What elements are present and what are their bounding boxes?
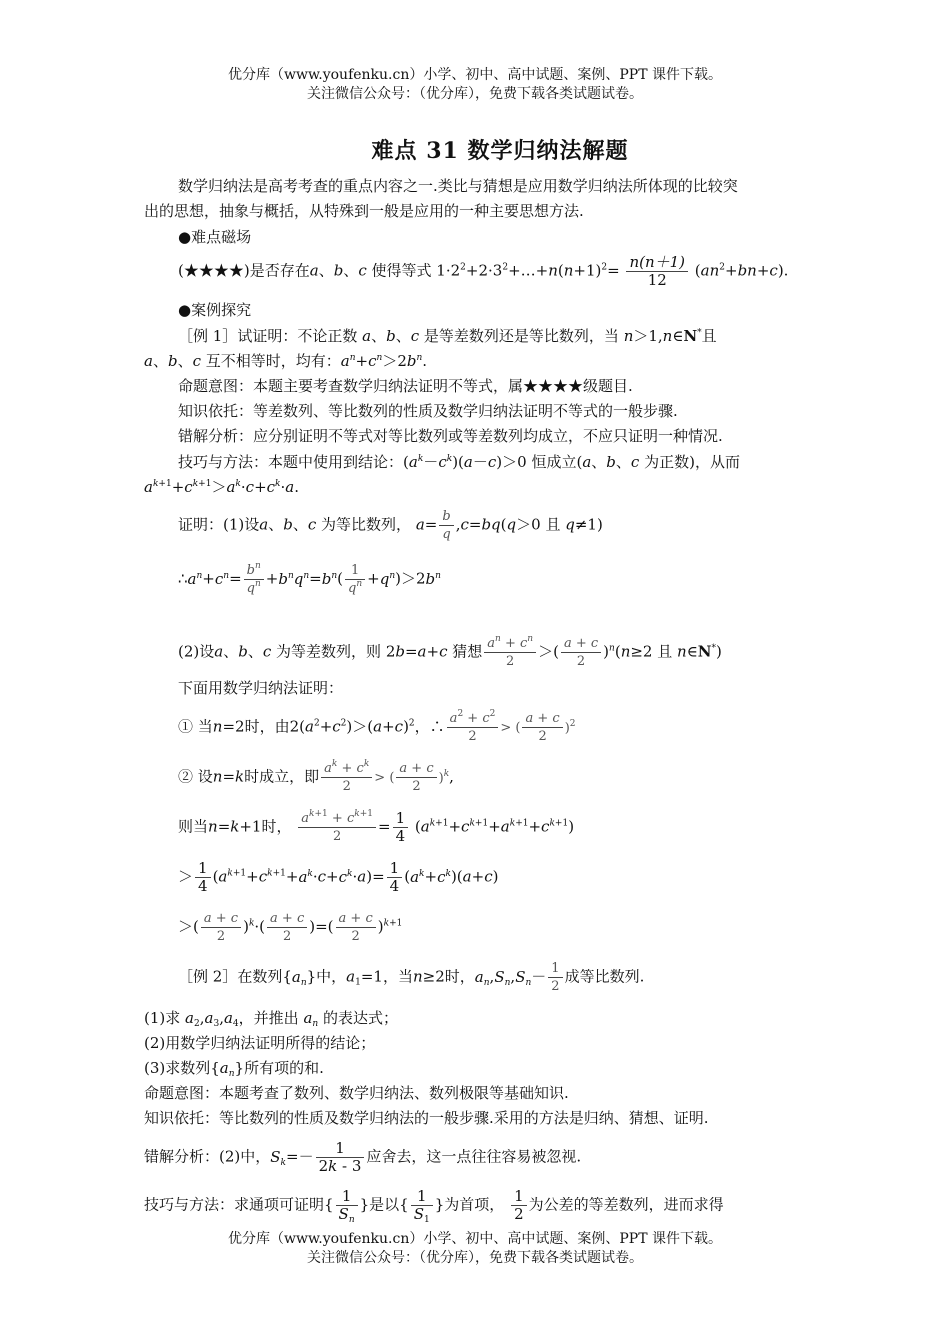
ex2-label: ［例 2］ — [178, 967, 238, 986]
fraction-sk: $\frac{1}{2k - 3}$ — [316, 1140, 365, 1175]
ex2-error: 错解分析：(2)中，$S_k=-$ $\frac{1}{2k - 3}$ 应舍去，这一点往往容易被忽视. — [144, 1139, 582, 1175]
ex2-question-2: (2)用数学归纳法证明所得的结论； — [144, 1034, 376, 1052]
footer-line-1: 优分库（www.youfenku.cn）小学、初中、高中试题、案例、PPT 课件下载。 — [227, 1231, 722, 1247]
ex1-label: ［例 1］ — [178, 327, 238, 345]
ex2-basis: 知识依托：等比数列的性质及数学归纳法的一般步骤.采用的方法是归纳、猜想、证明. — [144, 1109, 709, 1127]
ex1-skill-1: 技巧与方法：本题中使用到结论：$(a^k-c^k)(a-c)>0$ 恒成立(a、b、c 为正数)，从而 — [178, 453, 740, 471]
fraction-k-mean: $\frac{a^k + c^k}{2}$ — [321, 760, 372, 795]
ex1-basis: 知识依托：等差数列、等比数列的性质及数学归纳法证明不等式的一般步骤. — [178, 402, 678, 420]
section-magnetic: ●难点磁场 — [178, 228, 252, 246]
fraction-square-mean: $\frac{a^2 + c^2}{2}$ — [447, 710, 499, 745]
fraction-bn-over-qn: $\frac{b^n}{q^n}$ — [244, 562, 264, 597]
induction-intro: 下面用数学归纳法证明： — [178, 679, 344, 697]
ex2-intent: 命题意图：本题考查了数列、数学归纳法、数列极限等基础知识. — [144, 1084, 569, 1102]
page-title: 难点 31 数学归纳法解题 — [371, 138, 629, 164]
section-cases: ●案例探究 — [178, 301, 252, 319]
fraction-1-over-qn: $\frac{1}{q^n}$ — [345, 562, 365, 597]
ex1-line-1: ［例 1］试证明：不论正数 a、b、c 是等差数列还是等比数列，当 n＞1,n∈N*且 — [178, 327, 717, 345]
induction-step-4: ＞ $\frac{1}{4}$ $(a^{k+1}+c^{k+1}+a^k\cdot c+c^k\cdot a)=$ $\frac{1}{4}$ $(a^k+c^k)(a+c)$ — [178, 859, 499, 895]
induction-step-3: 则当n=k+1时， $\frac{a^{k+1} + c^{k+1}}{2}$ = $\frac{1}{4}$ $(a^{k+1}+c^{k+1}+a^{k+1}+c^{k+1})$ — [178, 809, 575, 845]
page-header — [0, 66, 950, 104]
intro-line-2: 出的思想，抽象与概括，从特殊到一般是应用的一种主要思想方法. — [144, 202, 584, 220]
ex1-line-2: a、b、c 互不相等时，均有：$a^n+c^n>2b^n$. — [144, 352, 428, 370]
intro-line-1: 数学归纳法是高考考查的重点内容之一.类比与猜想是应用数学归纳法所体现的比较突 — [178, 177, 738, 195]
ex2-question-3: (3)求数列$\{a_n\}$所有项的和. — [144, 1059, 324, 1079]
induction-step-2: ② 设n=k时成立，即 $\frac{a^k + c^k}{2}$ > ( $\frac{a + c}{2}$ )$^k$, — [178, 759, 454, 794]
ex1-intent: 命题意图：本题主要考查数学归纳法证明不等式，属★★★★级题目. — [178, 377, 633, 395]
proof-arithmetic: (2)设a、b、c 为等差数列，则 2b=a+c 猜想 $\frac{a^n + c^n}{2}$ ＞( $\frac{a + c}{2}$ )$^n$(n≥2 且 n∈N*) — [178, 634, 722, 669]
fraction-b-over-q: $\frac{b}{q}$ — [439, 508, 453, 543]
page-footer — [0, 1230, 950, 1268]
ex2-question-1: (1)求 $a_2,a_3,a_4$，并推出 $a_n$ 的表达式； — [144, 1009, 398, 1029]
proof-geometric-result: $\therefore a^n+c^n=$ $\frac{b^n}{q^n}$ $+b^nq^n=b^n$( $\frac{1}{q^n}$ $+q^n)>2b^n$ — [178, 561, 441, 596]
fraction-quarter: $\frac{1}{4}$ — [393, 810, 409, 845]
ex1-error: 错解分析：应分别证明不等式对等比数列或等差数列均成立，不应只证明一种情况. — [178, 427, 723, 445]
fraction-mean: $\frac{a + c}{2}$ — [561, 635, 601, 670]
induction-step-5: ＞( $\frac{a + c}{2}$ )$^k$·( $\frac{a + c}{2}$ )=( $\frac{a + c}{2}$ )$^{k+1}$ — [178, 911, 403, 944]
fraction-power-mean: $\frac{a^n + c^n}{2}$ — [484, 635, 536, 670]
ex1-skill-2: $a^{k+1}+c^{k+1}>a^k\cdot c+c^k\cdot a$. — [144, 478, 300, 496]
fraction-k1-mean: $\frac{a^{k+1} + c^{k+1}}{2}$ — [298, 810, 376, 845]
header-line-2: 关注微信公众号：（优分库），免费下载各类试题试卷。 — [307, 86, 643, 102]
ex2-line-1: ［例 2］在数列$\{a_n\}$中，$a_1=1$，当n≥2时，$a_n,S_n,S_n-$ $\frac{1}{2}$ 成等比数列. — [178, 961, 645, 994]
proof-geometric: 证明：(1)设a、b、c 为等比数列， a= $\frac{b}{q}$ ,c=bq(q＞0 且 q≠1) — [178, 509, 603, 542]
induction-step-1: ① 当n=2时，由$2(a^2+c^2)>(a+c)^2$，∴ $\frac{a^2 + c^2}{2}$ > ( $\frac{a + c}{2}$ )$^2$ — [178, 709, 576, 744]
problem-line: (★★★★)是否存在a、b、c 使得等式 $1\cdot 2^2+2\cdot 3^2+\dots+n(n+1)^2=$ $\frac{n(n+1)}{12}$ $(an^2+bn+c)$. — [178, 253, 789, 289]
ex2-skill: 技巧与方法：求通项可证明{ $\frac{1}{S_n}$ }是以{ $\frac{1}{S_1}$ }为首项， $\frac{1}{2}$ 为公差的等差数列，进而求得 — [144, 1187, 724, 1225]
footer-line-2: 关注微信公众号：（优分库），免费下载各类试题试卷。 — [307, 1250, 643, 1266]
difficulty-stars: (★★★★) — [178, 261, 250, 280]
problem-fraction: $\frac{n(n+1)}{12}$ — [626, 254, 688, 289]
header-line-1: 优分库（www.youfenku.cn）小学、初中、高中试题、案例、PPT 课件下载。 — [227, 67, 722, 83]
